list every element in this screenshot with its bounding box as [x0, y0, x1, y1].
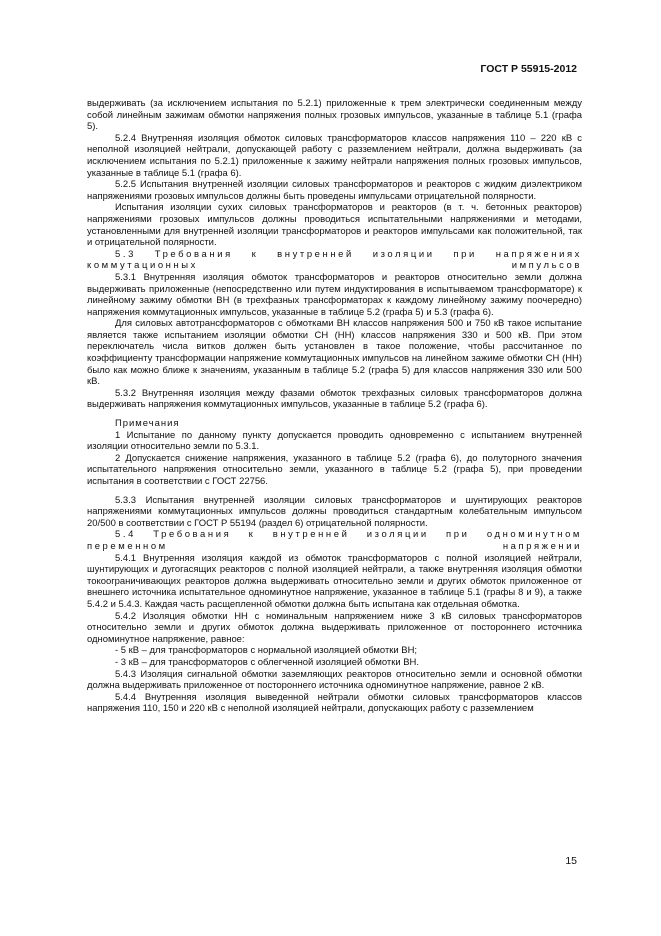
paragraph-5-3-1: 5.3.1 Внутренняя изоляция обмоток трансформаторов и реакторов относительно земли должна выдерживать приложенные (непосредственно или путем индуктирования в испытываемом трансформаторе) к линейному зажиму обмотки ВН (в трехфазных трансформаторах к каждому линейному зажиму поочередно) напряжения коммутационных импульсов, указанные в таблице 5.2 (графа 5) и 5.3 (графа 6). [87, 271, 582, 318]
note-1: 1 Испытание по данному пункту допускается проводить одновременно с испытанием внутренней изоляции относительно земли по 5.3.1. [87, 429, 582, 453]
paragraph: Испытания изоляции сухих силовых трансформаторов и реакторов (в т. ч. бетонных реакторов) напряжениями грозовых импульсов должны проводиться испытательными напряжениями и методами, установленными для внутренней изоляции трансформаторов и реакторов импульсами как положительной, так и отрицательной полярности. [87, 202, 582, 249]
paragraph-5-4-2: 5.4.2 Изоляция обмотки НН с номинальным напряжением ниже 3 кВ силовых трансформаторов относительно земли и других обмоток должна выдерживать приложенное от постороннего источника одноминутное напряжение, равное: [87, 610, 582, 645]
page-number: 15 [565, 855, 577, 867]
document-header: ГОСТ Р 55915-2012 [480, 63, 577, 75]
section-heading-5-4: 5.4 Требования к внутренней изоляции при одноминутном переменном напряжении [87, 529, 582, 552]
paragraph-5-4-4: 5.4.4 Внутренняя изоляция выведенной нейтрали обмотки силовых трансформаторов классов напряжения 110, 150 и 220 кВ с неполной изоляцией нейтрали, допускающих работу с разземлением [87, 691, 582, 715]
notes-heading: Примечания [115, 418, 180, 430]
paragraph-5-2-5: 5.2.5 Испытания внутренней изоляции силовых трансформаторов и реакторов с жидким диэлектриком напряжениями грозовых импульсов должны быть проведены импульсами отрицательной полярности. [87, 179, 582, 202]
list-item: - 5 кВ – для трансформаторов с нормальной изоляцией обмотки ВН; [115, 645, 418, 657]
paragraph: Для силовых автотрансформаторов с обмотками ВН классов напряжения 500 и 750 кВ такое испытание является также испытанием изоляции обмотки СН (НН) классов напряжения 330 и 500 кВ. При этом переключатель числа витков должен быть установлен в такое положение, чтобы рассчитанное по коэффициенту трансформации напряжение коммутационных импульсов на линейном зажиме обмотки СН (НН) было как можно ближе к значениям, указанным в таблице 5.2 (графа 5) для классов напряжения 330 или 500 кВ. [87, 318, 582, 388]
paragraph-5-2-4: 5.2.4 Внутренняя изоляция обмоток силовых трансформаторов классов напряжения 110 – 220 кВ с неполной изоляцией нейтрали, допускающей работу с разземлением нейтрали, должна выдерживать (за исключением испытания по 5.2.1) приложенные к зажиму нейтрали напряжения полных грозовых импульсов, указанные в таблице 5.1 (графа 6). [87, 132, 582, 179]
paragraph-5-3-3: 5.3.3 Испытания внутренней изоляции силовых трансформаторов и шунтирующих реакторов напряжениями коммутационных импульсов должны проводиться стандартным колебательным импульсом 20/500 в соответствии с ГОСТ Р 55194 (раздел 6) отрицательной полярности. [87, 494, 582, 529]
note-2: 2 Допускается снижение напряжения, указанного в таблице 5.2 (графа 6), до полуторного значения испытательного напряжения относительно земли, указанного в таблице 5.2 (графа 5), при проведении испытания в соответствии с ГОСТ 22756. [87, 452, 582, 487]
list-item: - 3 кВ – для трансформаторов с облегченной изоляцией обмотки ВН. [115, 656, 419, 668]
paragraph-5-4-3: 5.4.3 Изоляция сигнальной обмотки заземляющих реакторов относительно земли и основной обмотки должна выдерживать приложенное от постороннего источника одноминутное напряжение, равное 2 кВ. [87, 668, 582, 692]
paragraph-5-4-1: 5.4.1 Внутренняя изоляция каждой из обмоток трансформаторов с полной изоляцией нейтрали, шунтирующих и дугогасящих реакторов с полной изоляцией нейтрали, а также внутренняя изоляция обмотки токоограничивающих реакторов должна выдерживать относительно земли и других обмоток приложенное от внешнего источника испытательное одноминутное напряжение, указанное в таблице 5.1 (графы 8 и 9), а также 5.4.2 и 5.4.3. Каждая часть расщепленной обмотки должна быть испытана как отдельная обмотка. [87, 552, 582, 610]
paragraph: выдерживать (за исключением испытания по 5.2.1) приложенные к трем электрически соединенным между собой линейным зажимам обмотки напряжения полных грозовых импульсов, указанные в таблице 5.1 (графа 5). [87, 98, 582, 133]
paragraph-5-3-2: 5.3.2 Внутренняя изоляция между фазами обмоток трехфазных силовых трансформаторов должна выдерживать напряжения коммутационных импульсов, указанные в таблице 5.2 (графа 6). [87, 387, 582, 411]
page-body [87, 98, 582, 715]
section-heading-5-3: 5.3 Требования к внутренней изоляции при напряжениях коммутационных импульсов [87, 248, 582, 272]
